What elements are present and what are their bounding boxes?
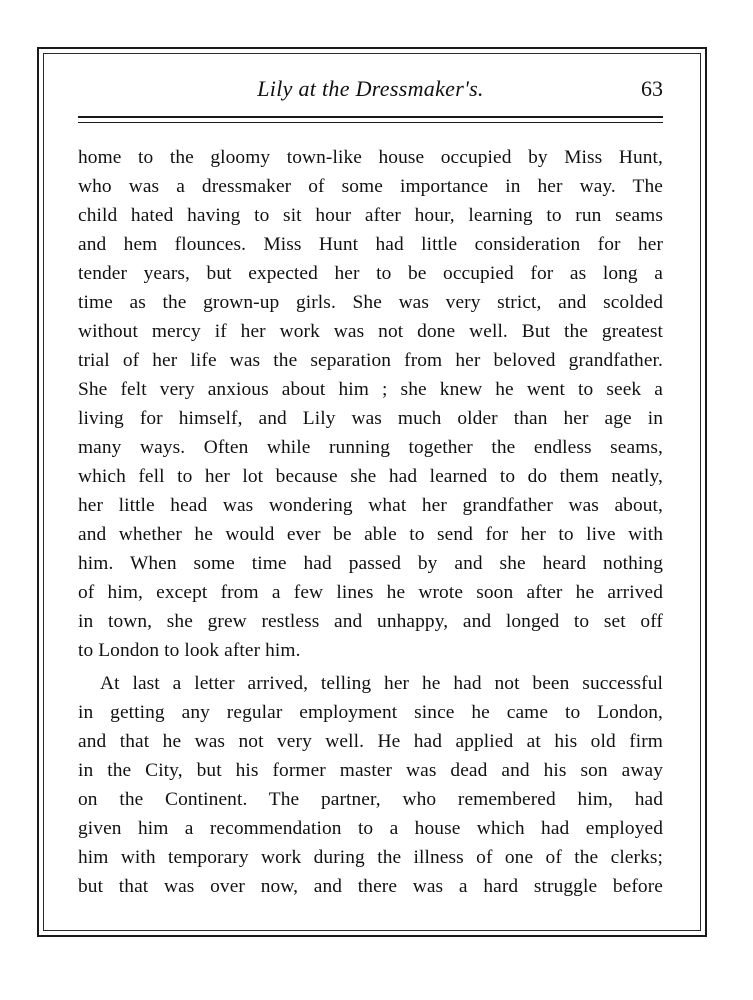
text-line: She felt very anxious about him ; she knew he went to seek a <box>78 379 663 400</box>
text-line: without mercy if her work was not done well. But the greatest <box>78 321 663 342</box>
text-line: of him, except from a few lines he wrote soon after he arrived <box>78 582 663 603</box>
body-text <box>78 143 663 901</box>
paragraph <box>78 669 663 901</box>
running-head <box>78 74 663 106</box>
page-number: 63 <box>641 76 663 101</box>
text-line: in the City, but his former master was dead and his son away <box>78 760 663 781</box>
text-line: and hem flounces. Miss Hunt had little consideration for her <box>78 234 663 255</box>
text-line: to London to look after him. <box>78 640 301 661</box>
text-line: who was a dressmaker of some importance in her way. The <box>78 176 663 197</box>
text-line: her little head was wondering what her grandfather was about, <box>78 495 663 516</box>
running-title: Lily at the Dressmaker's. <box>257 76 484 101</box>
text-line: on the Continent. The partner, who remembered him, had <box>78 789 663 810</box>
text-line: tender years, but expected her to be occupied for as long a <box>78 263 663 284</box>
text-line: in getting any regular employment since he came to London, <box>78 702 663 723</box>
text-line: At last a letter arrived, telling her he had not been successful <box>100 673 663 694</box>
text-line: and whether he would ever be able to send for her to live with <box>78 524 663 545</box>
text-line: many ways. Often while running together the endless seams, <box>78 437 663 458</box>
text-line: and that he was not very well. He had applied at his old firm <box>78 731 663 752</box>
header-rule-thin <box>78 122 663 123</box>
text-line: time as the grown-up girls. She was very strict, and scolded <box>78 292 663 313</box>
header-rule-thick <box>78 116 663 118</box>
text-line: him. When some time had passed by and she heard nothing <box>78 553 663 574</box>
text-line: but that was over now, and there was a hard struggle before <box>78 876 663 897</box>
text-line: child hated having to sit hour after hour, learning to run seams <box>78 205 663 226</box>
text-line: home to the gloomy town-like house occupied by Miss Hunt, <box>78 147 663 168</box>
text-line: given him a recommendation to a house which had employed <box>78 818 663 839</box>
text-line: in town, she grew restless and unhappy, and longed to set off <box>78 611 663 632</box>
paragraph <box>78 143 663 665</box>
text-line: him with temporary work during the illness of one of the clerks; <box>78 847 663 868</box>
text-line: trial of her life was the separation from her beloved grandfather. <box>78 350 663 371</box>
text-line: which fell to her lot because she had learned to do them neatly, <box>78 466 663 487</box>
text-line: living for himself, and Lily was much older than her age in <box>78 408 663 429</box>
